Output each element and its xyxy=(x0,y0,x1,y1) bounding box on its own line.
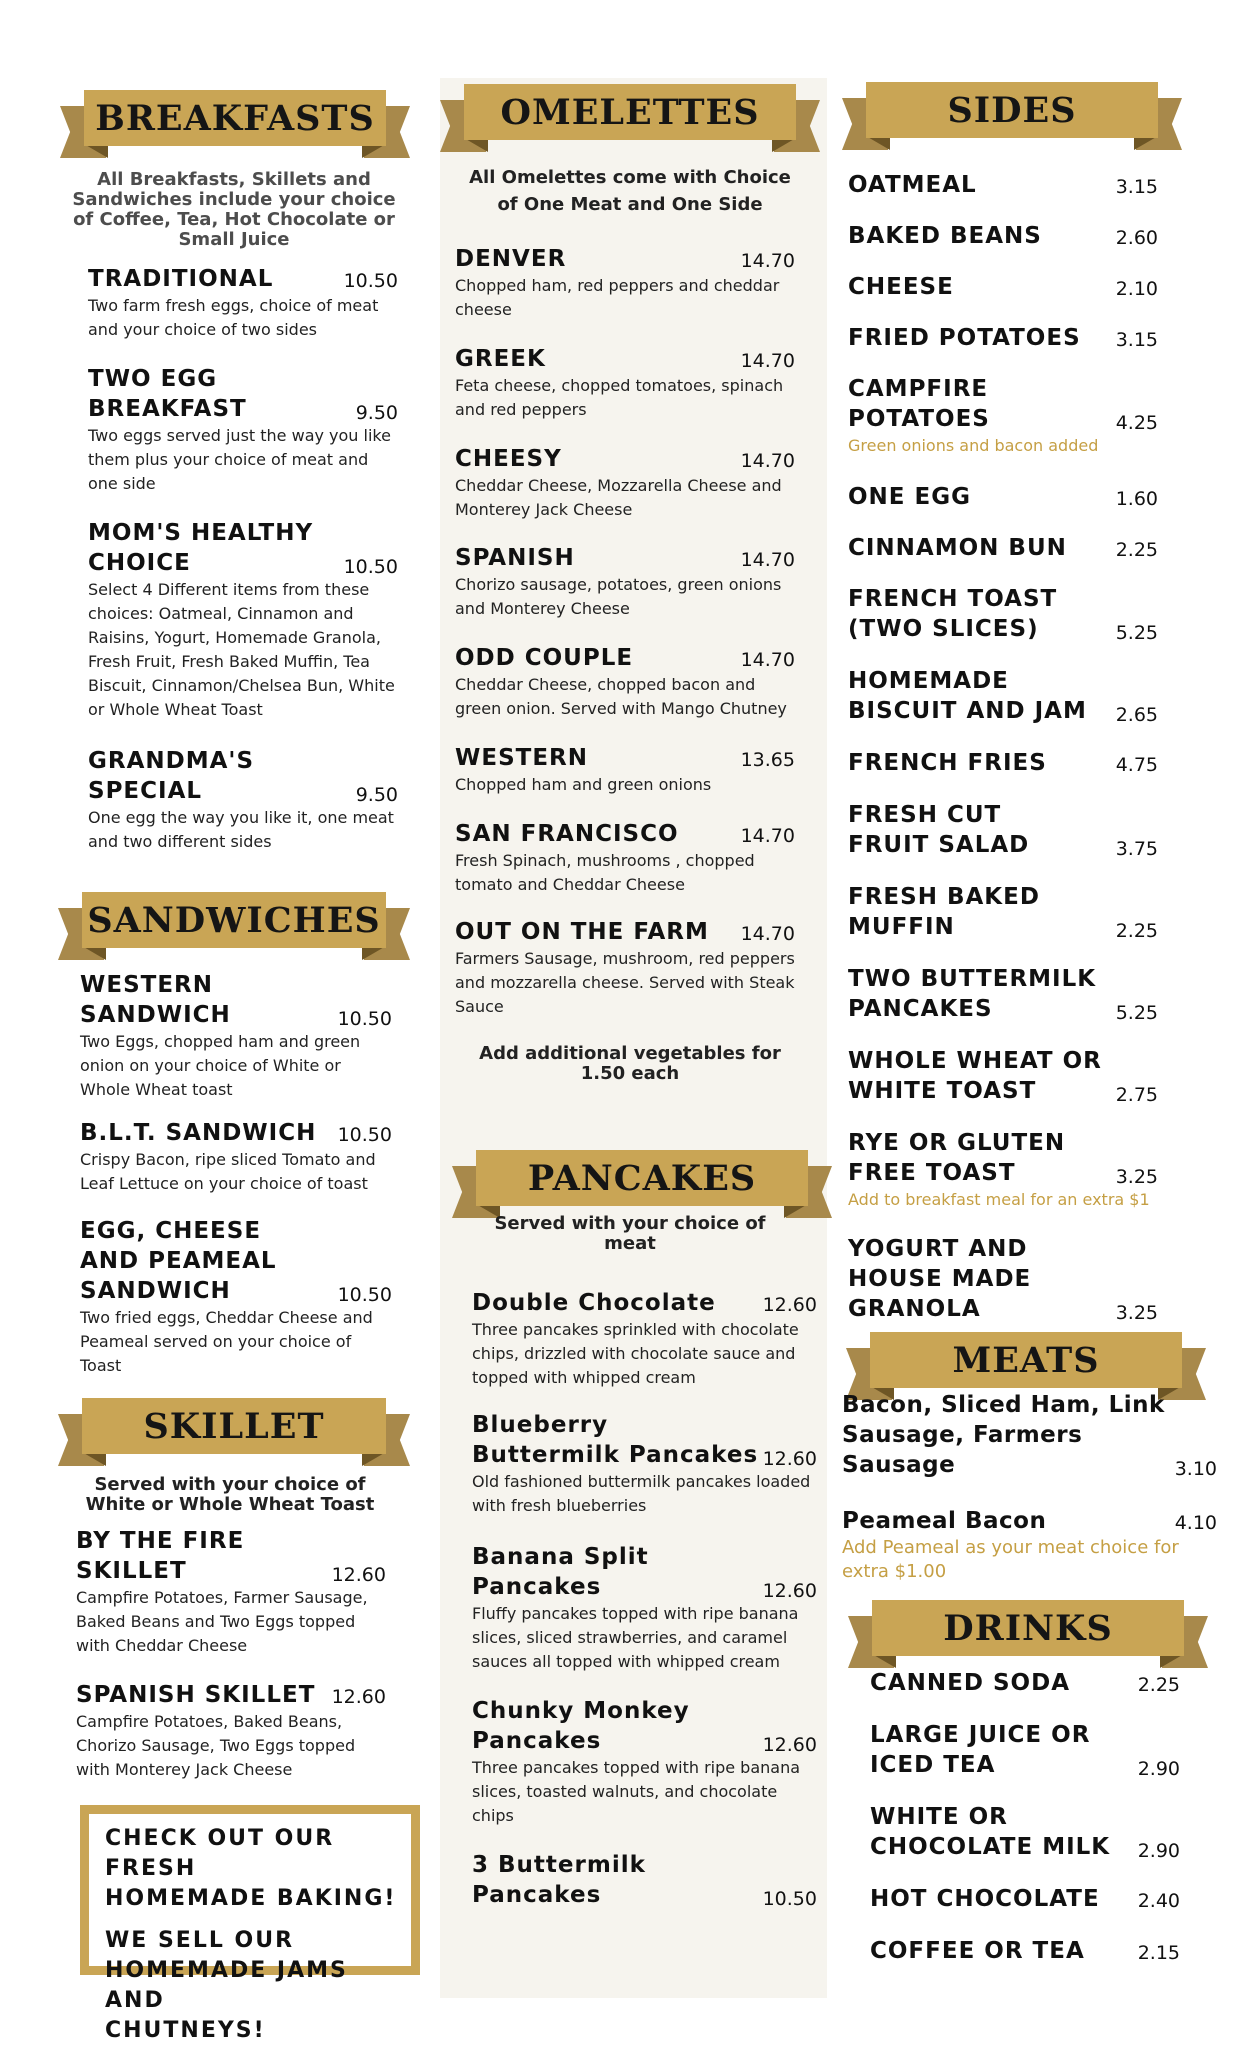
item-price: 3.25 xyxy=(1115,1166,1158,1188)
sides-title: SIDES xyxy=(947,89,1077,131)
meat-bacon-ham-sausage: Bacon, Sliced Ham, Link Sausage, Farmers Sausage 3.10 xyxy=(842,1392,1217,1480)
menu-item-western-sandwich: WESTERN SANDWICH 10.50 Two Eggs, chopped ham and green onion on your choice of White or Whole Wheat toast xyxy=(80,972,392,1099)
sandwiches-title: SANDWICHES xyxy=(87,899,381,941)
item-price: 10.50 xyxy=(762,1888,817,1910)
side-fresh-cut-fruit: FRESH CUT FRUIT SALAD 3.75 xyxy=(848,802,1158,860)
menu-item-grandmas-special: GRANDMA'S SPECIAL 9.50 One egg the way you like it, one meat and two different sides xyxy=(88,748,398,851)
omelettes-banner xyxy=(440,76,820,148)
item-price: 10.50 xyxy=(337,1284,392,1306)
item-price: 10.50 xyxy=(337,1124,392,1146)
promo-box xyxy=(80,1805,420,2043)
item-price: 3.75 xyxy=(1115,838,1158,860)
promo-line: CHUTNEYS! xyxy=(105,2018,266,2043)
pancakes-title: PANCAKES xyxy=(527,1157,757,1199)
promo-line: HOMEMADE JAMS AND xyxy=(105,1958,348,2013)
menu-item-spanish-skillet: SPANISH SKILLET 12.60 Campfire Potatoes, Baked Beans, Chorizo Sausage, Two Eggs topped with Monterey Jack Cheese xyxy=(76,1682,386,1779)
item-price: 14.70 xyxy=(740,450,795,472)
item-price: 14.70 xyxy=(740,549,795,571)
item-price: 3.15 xyxy=(1115,176,1158,198)
item-price: 3.25 xyxy=(1115,1302,1158,1324)
menu-item-two-egg-breakfast: TWO EGG BREAKFAST 9.50 Two eggs served just the way you like them plus your choice of meat and one side xyxy=(88,366,398,493)
breakfasts-note: All Breakfasts, Skillets and Sandwiches include your choice of Coffee, Tea, Hot Chocolate or Small Juice xyxy=(72,169,396,250)
side-fresh-baked-muffin: FRESH BAKED MUFFIN 2.25 xyxy=(848,884,1158,942)
menu-item-moms-healthy-choice: MOM'S HEALTHY CHOICE 10.50 Select 4 Different items from these choices: Oatmeal, Cinnamon and Raisins, Yogurt, Homemade Granola, Fresh Fruit, Fresh Baked Muffin, Tea Biscuit, Cinnamon/Chelsea Bun, White or Whole Wheat Toast xyxy=(88,520,398,719)
item-price: 12.60 xyxy=(331,1564,386,1586)
item-price: 5.25 xyxy=(1115,622,1158,644)
side-cheese: CHEESE 2.10 xyxy=(848,274,1158,300)
menu-item-spanish: SPANISH 14.70 Chorizo sausage, potatoes, green onions and Monterey Cheese xyxy=(455,545,795,618)
drink-canned-soda: CANNED SODA 2.25 xyxy=(870,1670,1180,1696)
item-price: 2.90 xyxy=(1137,1840,1180,1862)
item-price: 12.60 xyxy=(331,1686,386,1708)
item-price: 10.50 xyxy=(343,270,398,292)
meats-title: MEATS xyxy=(952,1339,1100,1381)
side-fried-potatoes: FRIED POTATOES 3.15 xyxy=(848,325,1158,351)
item-price: 13.65 xyxy=(740,749,795,771)
menu-item-chunky-monkey: Chunky Monkey Pancakes 12.60 Three pancakes topped with ripe banana slices, toasted walnuts, and chocolate chips xyxy=(472,1698,817,1825)
item-price: 5.25 xyxy=(1115,1002,1158,1024)
promo-line: CHECK OUT OUR FRESH xyxy=(105,1826,335,1881)
skillet-note: Served with your choice of White or Whole Wheat Toast xyxy=(85,1474,375,1515)
item-price: 2.25 xyxy=(1115,539,1158,561)
sandwiches-banner xyxy=(58,884,410,956)
side-campfire-potatoes: CAMPFIRE POTATOES 4.25 Green onions and bacon added xyxy=(848,376,1158,455)
side-homemade-biscuit: HOMEMADE BISCUIT AND JAM 2.65 xyxy=(848,668,1158,726)
item-price: 3.15 xyxy=(1115,329,1158,351)
side-oatmeal: OATMEAL 3.15 xyxy=(848,172,1158,198)
item-price: 14.70 xyxy=(740,649,795,671)
drink-large-juice: LARGE JUICE OR ICED TEA 2.90 xyxy=(870,1722,1180,1780)
item-price: 9.50 xyxy=(355,402,398,424)
sides-banner xyxy=(842,74,1182,146)
drink-coffee-tea: COFFEE OR TEA 2.15 xyxy=(870,1938,1180,1964)
item-price: 10.50 xyxy=(343,556,398,578)
promo-line: WE SELL OUR xyxy=(105,1928,295,1953)
omelettes-title: OMELETTES xyxy=(500,91,760,133)
menu-item-san-francisco: SAN FRANCISCO 14.70 Fresh Spinach, mushrooms , chopped tomato and Cheddar Cheese xyxy=(455,821,795,894)
side-french-toast: FRENCH TOAST (TWO SLICES) 5.25 xyxy=(848,586,1158,644)
menu-item-greek: GREEK 14.70 Feta cheese, chopped tomatoes, spinach and red peppers xyxy=(455,346,795,419)
menu-item-blt-sandwich: B.L.T. SANDWICH 10.50 Crispy Bacon, ripe sliced Tomato and Leaf Lettuce on your choice of toast xyxy=(80,1120,392,1193)
side-rye-gluten-free-toast: RYE OR GLUTEN FREE TOAST 3.25 Add to breakfast meal for an extra $1 xyxy=(848,1130,1158,1209)
omelettes-footer: Add additional vegetables for 1.50 each xyxy=(479,1043,781,1084)
pancakes-note: Served with your choice of meat xyxy=(494,1213,766,1254)
side-two-buttermilk-pancakes: TWO BUTTERMILK PANCAKES 5.25 xyxy=(848,966,1158,1024)
side-one-egg: ONE EGG 1.60 xyxy=(848,484,1158,510)
drinks-banner xyxy=(848,1592,1208,1664)
skillet-banner xyxy=(58,1390,410,1462)
item-price: 2.25 xyxy=(1115,920,1158,942)
item-price: 2.60 xyxy=(1115,227,1158,249)
item-price: 4.10 xyxy=(1174,1512,1217,1534)
skillet-title: SKILLET xyxy=(143,1405,325,1447)
menu-item-egg-cheese-peameal-sandwich: EGG, CHEESE AND PEAMEAL SANDWICH 10.50 Two fried eggs, Cheddar Cheese and Peameal served on your choice of Toast xyxy=(80,1218,392,1375)
menu-item-denver: DENVER 14.70 Chopped ham, red peppers and cheddar cheese xyxy=(455,246,795,319)
side-yogurt-granola: YOGURT AND HOUSE MADE GRANOLA 3.25 xyxy=(848,1236,1158,1324)
menu-item-blueberry-buttermilk: Blueberry Buttermilk Pancakes 12.60 Old fashioned buttermilk pancakes loaded with fresh blueberries xyxy=(472,1412,817,1515)
item-price: 14.70 xyxy=(740,923,795,945)
item-price: 2.75 xyxy=(1115,1084,1158,1106)
item-price: 12.60 xyxy=(762,1580,817,1602)
item-price: 2.25 xyxy=(1137,1674,1180,1696)
item-price: 14.70 xyxy=(740,825,795,847)
item-price: 14.70 xyxy=(740,350,795,372)
item-price: 2.90 xyxy=(1137,1758,1180,1780)
item-price: 14.70 xyxy=(740,250,795,272)
drink-white-chocolate-milk: WHITE OR CHOCOLATE MILK 2.90 xyxy=(870,1804,1180,1862)
item-price: 12.60 xyxy=(762,1734,817,1756)
item-price: 2.65 xyxy=(1115,704,1158,726)
drink-hot-chocolate: HOT CHOCOLATE 2.40 xyxy=(870,1886,1180,1912)
meat-peameal-bacon: Peameal Bacon 4.10 Add Peameal as your meat choice for extra $1.00 xyxy=(842,1508,1217,1582)
meats-banner xyxy=(846,1324,1206,1396)
item-price: 4.75 xyxy=(1115,754,1158,776)
drinks-title: DRINKS xyxy=(943,1607,1113,1649)
side-baked-beans: BAKED BEANS 2.60 xyxy=(848,223,1158,249)
item-price: 12.60 xyxy=(762,1448,817,1470)
menu-item-cheesy: CHEESY 14.70 Cheddar Cheese, Mozzarella Cheese and Monterey Jack Cheese xyxy=(455,446,795,519)
promo-line: HOMEMADE BAKING! xyxy=(105,1886,397,1911)
side-whole-wheat-toast: WHOLE WHEAT OR WHITE TOAST 2.75 xyxy=(848,1048,1158,1106)
item-price: 1.60 xyxy=(1115,488,1158,510)
omelettes-note: All Omelettes come with Choice of One Meat and One Side xyxy=(469,167,791,215)
menu-item-banana-split: Banana Split Pancakes 12.60 Fluffy pancakes topped with ripe banana slices, sliced strawberries, and caramel sauces all topped with whipped cream xyxy=(472,1544,817,1671)
item-price: 2.15 xyxy=(1137,1942,1180,1964)
menu-item-3-buttermilk: 3 Buttermilk Pancakes 10.50 xyxy=(472,1852,817,1910)
side-french-fries: FRENCH FRIES 4.75 xyxy=(848,750,1158,776)
item-price: 10.50 xyxy=(337,1008,392,1030)
pancakes-banner xyxy=(452,1142,832,1214)
item-price: 2.40 xyxy=(1137,1890,1180,1912)
item-price: 3.10 xyxy=(1174,1458,1217,1480)
menu-item-out-on-the-farm: OUT ON THE FARM 14.70 Farmers Sausage, mushroom, red peppers and mozzarella cheese. Served with Steak Sauce xyxy=(455,919,795,1016)
menu-item-by-the-fire-skillet: BY THE FIRE SKILLET 12.60 Campfire Potatoes, Farmer Sausage, Baked Beans and Two Eggs topped with Cheddar Cheese xyxy=(76,1528,386,1655)
item-price: 9.50 xyxy=(355,784,398,806)
item-price: 2.10 xyxy=(1115,278,1158,300)
item-price: 4.25 xyxy=(1115,412,1158,434)
breakfasts-banner xyxy=(60,82,410,154)
item-price: 12.60 xyxy=(762,1294,817,1316)
menu-item-traditional: TRADITIONAL 10.50 Two farm fresh eggs, choice of meat and your choice of two sides xyxy=(88,266,398,339)
menu-item-double-chocolate: Double Chocolate 12.60 Three pancakes sprinkled with chocolate chips, drizzled with chocolate sauce and topped with whipped cream xyxy=(472,1290,817,1387)
menu-item-western-omelette: WESTERN 13.65 Chopped ham and green onions xyxy=(455,745,795,794)
breakfasts-title: BREAKFASTS xyxy=(95,97,375,139)
menu-item-odd-couple: ODD COUPLE 14.70 Cheddar Cheese, chopped bacon and green onion. Served with Mango Chutney xyxy=(455,645,795,718)
side-cinnamon-bun: CINNAMON BUN 2.25 xyxy=(848,535,1158,561)
